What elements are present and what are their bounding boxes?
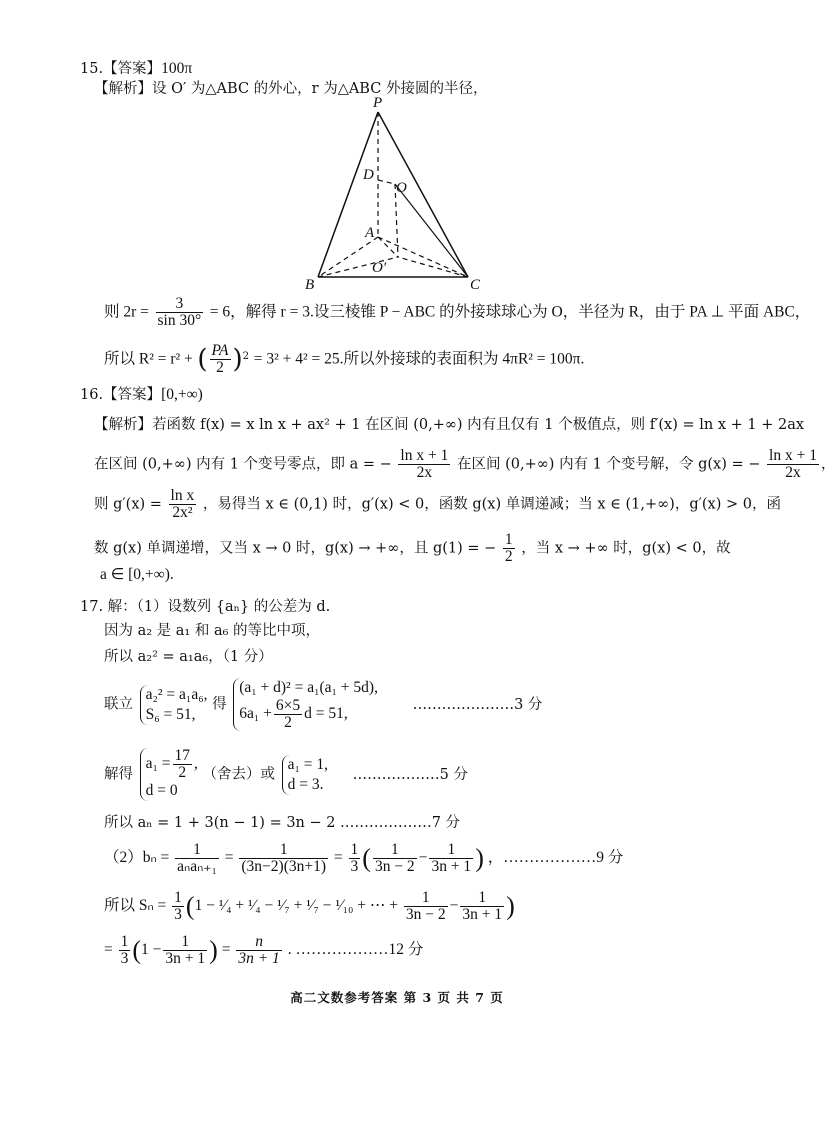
sys1-row2: S₆ = 51, xyxy=(145,705,196,723)
p15-frac-sin30 xyxy=(156,296,204,329)
p2-eq: = xyxy=(224,849,234,867)
label-D: D xyxy=(363,167,374,183)
p16-frac-g xyxy=(767,448,819,481)
frac-num: 1 xyxy=(460,890,504,907)
p17-sum: 所以 Sₙ = $\frac{1}{3}$ (1 − ¹⁄₄ + ¹⁄₄ − ¹⁄₇ + ¹⁄₇ − ¹⁄₁₀ + ⋯ + $\frac{1}{3n - 2}$ − $\frac{1}{3n + 1}$ ) xyxy=(104,889,515,923)
frac-den: 3 xyxy=(350,858,359,875)
p2-frac1 xyxy=(175,842,219,875)
segment-CO1 xyxy=(398,257,468,277)
p17-line2: 因为 a₂ 是 a₁ 和 a₆ 的等比中项， xyxy=(104,623,321,639)
p16-answer-line xyxy=(80,386,203,404)
frac-den: 2x² xyxy=(172,504,193,521)
p16-line2b: 在区间 (0,+∞) 内有 1 个变号解，令 g(x) = − xyxy=(456,456,761,473)
label-O1: O′ xyxy=(372,260,387,276)
p17-line3: 所以 a₂² = a₁a₆，（1 分） xyxy=(104,649,273,665)
p16-head: 16.【答案】 xyxy=(80,387,162,403)
edge-AB xyxy=(318,237,378,277)
frac-num: 6×5 xyxy=(275,697,301,714)
p16-line4 xyxy=(94,532,731,565)
p17-head: 17. xyxy=(80,599,104,615)
frac-den: 3n + 1 xyxy=(165,950,206,967)
sys3-row2: d = 0 xyxy=(145,782,178,799)
frac-num: 1 xyxy=(429,842,473,859)
frac-den: 2 xyxy=(504,548,513,565)
frac-num: 1 xyxy=(373,842,417,859)
p15-2r-rest: = 6，解得 r = 3.设三棱锥 P − ABC 的外接球球心为 O，半径为 R，由于 PA ⊥ 平面 ABC， xyxy=(209,303,811,321)
frac-num: 3 xyxy=(156,296,204,313)
frac-num: 1 xyxy=(239,842,328,859)
segment-OC xyxy=(395,184,468,277)
p15-2r-prefix: 则 2r = xyxy=(104,303,149,321)
frac-den: 3 xyxy=(174,906,182,923)
frac-num: 1 xyxy=(174,889,182,906)
sys4-row2: d = 3. xyxy=(287,775,324,793)
final-a: = xyxy=(104,941,113,959)
p16-line3 xyxy=(94,488,781,521)
frac-num: 17 xyxy=(174,747,191,764)
segment-AO1 xyxy=(378,237,398,257)
edge-PC xyxy=(378,112,468,277)
p17-score12: . ………………12 分 xyxy=(287,941,424,959)
sys2-row2b: d = 51, xyxy=(304,705,348,723)
frac-num: 1 xyxy=(120,933,129,950)
sys3-row1b: , xyxy=(194,755,198,773)
p17-brace-4 xyxy=(282,755,328,795)
frac-den: 3 xyxy=(120,950,129,967)
frac-num: 1 xyxy=(504,531,513,548)
p17-system-1 xyxy=(104,678,542,731)
page-footer: 高二文数参考答案 第 3 页 共 7 页 xyxy=(290,990,504,1005)
final-frac3 xyxy=(236,934,281,967)
p2-frac5 xyxy=(429,842,473,875)
p16-line4b: ，当 x → +∞ 时，g(x) < 0，故 xyxy=(521,540,731,557)
sum-frac-third xyxy=(172,890,184,923)
p15-R-prefix: 所以 R² = r² + xyxy=(104,350,193,368)
p2-frac3 xyxy=(349,842,361,875)
frac-num: ln x + 1 xyxy=(769,447,817,464)
p16-frac-gprime xyxy=(169,488,197,521)
frac-num: 1 xyxy=(404,890,448,907)
sum-frac2 xyxy=(460,890,504,923)
p17-de: 得 xyxy=(212,696,227,713)
p17-score3: …………………3 分 xyxy=(412,696,543,713)
sys1-row1: a₂² = a₁a₆, xyxy=(145,685,208,703)
frac-den: 2 xyxy=(178,764,187,781)
sys2-frac xyxy=(274,698,302,731)
frac-den: 3n + 1 xyxy=(238,950,280,967)
p15-analysis-label: 【解析】 xyxy=(94,81,152,97)
segment-DO xyxy=(378,180,395,184)
p16-line2 xyxy=(94,448,835,481)
frac-den: 2x xyxy=(416,464,433,481)
sum-prefix: 所以 Sₙ = xyxy=(104,897,167,915)
label-P: P xyxy=(373,95,383,111)
p15-R-rest: = 3² + 4² = 25.所以外接球的表面积为 4πR² = 100π. xyxy=(253,350,585,368)
p15-head: 15.【答案】 xyxy=(80,61,162,77)
p17-brace-1 xyxy=(140,685,208,725)
sum-frac1 xyxy=(404,890,448,923)
p2-a: （2）bₙ = xyxy=(104,849,170,867)
p2-frac4 xyxy=(373,842,417,875)
final-frac2 xyxy=(163,934,207,967)
p17-score9: ，………………9 分 xyxy=(487,849,624,867)
edge-PB xyxy=(318,112,378,277)
p17-shequ: （舍去）或 xyxy=(202,766,275,783)
p15-line-2r xyxy=(104,296,810,329)
p15-answer: 100π xyxy=(161,60,193,77)
p16-frac-half xyxy=(503,532,515,565)
frac-num: ln x + 1 xyxy=(400,447,449,464)
sys3-frac xyxy=(173,748,193,781)
p15-answer-line xyxy=(80,60,192,78)
frac-den: 2 xyxy=(284,714,292,731)
tetrahedron-figure xyxy=(300,92,500,297)
frac-den: 3n − 2 xyxy=(374,858,415,875)
p17-final: = $\frac{1}{3}$ (1 − $\frac{1}{3n + 1}$ ) = $\frac{n}{3n + 1}$ . ………………12 分 xyxy=(104,933,424,967)
sys4-row1: a₁ = 1, xyxy=(287,755,329,773)
frac-den: sin 30° xyxy=(157,312,202,329)
label-O: O xyxy=(396,180,407,196)
p2-eq2: = xyxy=(333,849,343,867)
p17-system-2 xyxy=(104,748,468,801)
sys2-row1: (a₁ + d)² = a₁(a₁ + 5d), xyxy=(239,679,378,696)
p16-line3a: 则 g′(x) = xyxy=(94,496,162,513)
p16-line3b: ，易得当 x ∈ (0,1) 时，g′(x) < 0，函数 g(x) 单调递减；当 x ∈ (1,+∞)，g′(x) > 0，函 xyxy=(202,496,781,513)
p16-line5: a ∈ [0,+∞). xyxy=(100,566,174,583)
final-frac1 xyxy=(119,934,131,967)
p15-frac-PA xyxy=(210,343,231,376)
final-c: = xyxy=(221,941,231,959)
frac-den: 2 xyxy=(216,359,224,376)
p17-part2: （2）bₙ = $\frac{1}{\text{aₙaₙ₊₁}}$ = $\frac{1}{(3n-2)(3n+1)}$ = $\frac{1}{3}$ ( $\frac{1}{3n - 2}$ − $\frac{1}{3n + 1}$ ) ，………………9 分 xyxy=(104,841,624,875)
p17-line-an: 所以 aₙ = 1 + 3(n − 1) = 3n − 2 .………………7 分 xyxy=(104,815,461,831)
p16-frac-a xyxy=(398,448,450,481)
sys3-row1a: a₁ = xyxy=(145,755,171,773)
p16-line2a: 在区间 (0,+∞) 内有 1 个变号零点，即 a = − xyxy=(94,456,392,473)
sys2-row2a: 6a₁ + xyxy=(239,705,272,723)
label-C: C xyxy=(470,277,481,293)
p17-score5: ………………5 分 xyxy=(352,766,468,783)
frac-den: aₙaₙ₊₁ xyxy=(177,858,217,875)
p2-minus: − xyxy=(418,849,428,867)
frac-num: ln x xyxy=(170,487,195,504)
frac-num: n xyxy=(236,934,281,951)
frac-den: 3n − 2 xyxy=(405,906,446,923)
p17-jiede: 解得 xyxy=(104,766,133,783)
sum-body: 1 − ¹⁄₄ + ¹⁄₄ − ¹⁄₇ + ¹⁄₇ − ¹⁄₁₀ + ⋯ + xyxy=(194,897,402,915)
frac-num: PA xyxy=(211,342,229,359)
frac-den: 3n + 1 xyxy=(431,858,472,875)
p16-answer: [0,+∞) xyxy=(161,386,203,403)
final-b: 1 − xyxy=(141,941,162,959)
frac-num: 1 xyxy=(350,841,359,858)
p16-line1: 【解析】若函数 f(x) = x ln x + ax² + 1 在区间 (0,+∞) 内有且仅有 1 个极值点，则 f′(x) = ln x + 1 + 2ax xyxy=(94,417,805,433)
edge-AC xyxy=(378,237,468,277)
frac-num: 1 xyxy=(175,842,219,859)
p16-line4a: 数 g(x) 单调递增，又当 x → 0 时，g(x) → +∞，且 g(1) = − xyxy=(94,540,497,557)
label-B: B xyxy=(305,277,315,293)
frac-den: 3n + 1 xyxy=(462,906,503,923)
frac-num: 1 xyxy=(163,934,207,951)
p17-brace-3 xyxy=(140,748,198,801)
frac-den: 2x xyxy=(785,464,801,481)
p15-analysis-text: 设 O′ 为△ABC 的外心，r 为△ABC 外接圆的半径， xyxy=(152,81,488,97)
p17-line1-text: 解：（1）设数列 {aₙ} 的公差为 d. xyxy=(107,599,331,615)
frac-den: (3n−2)(3n+1) xyxy=(241,858,327,875)
p2-frac2 xyxy=(239,842,328,875)
label-A: A xyxy=(365,225,375,241)
p15-line-R: 所以 R² = r² + ( $\frac{PA}{2}$ )$^2$ = 3² + 4² = 25.所以外接球的表面积为 4πR² = 100π. xyxy=(104,342,585,376)
p16-line2c: ， xyxy=(820,456,835,473)
p17-brace-2 xyxy=(233,678,378,731)
p17-lianli: 联立 xyxy=(104,696,133,713)
p17-line1 xyxy=(80,598,330,616)
